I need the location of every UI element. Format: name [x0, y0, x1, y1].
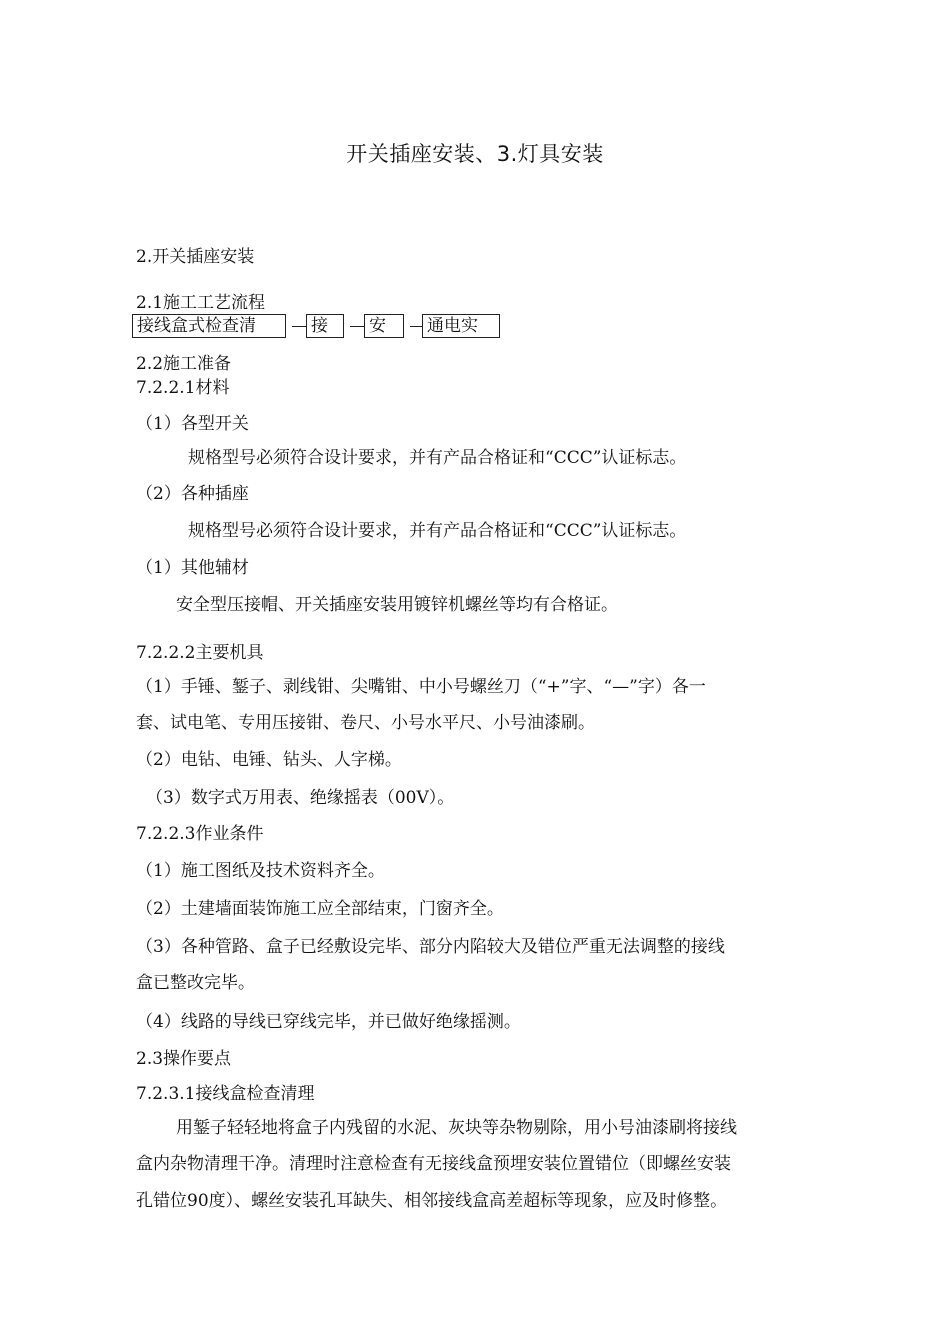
- paragraph-line: （3）各种管路、盒子已经敷设完毕、部分内陷较大及错位严重无法调整的接线: [136, 937, 725, 957]
- flow-box-1: 接线盒式检查清: [132, 314, 286, 338]
- flow-box-2: 接: [306, 314, 344, 338]
- item-title: （2）各种插座: [136, 484, 249, 504]
- paragraph-line: （1）手锤、錾子、剥线钳、尖嘴钳、中小号螺丝刀（“+”字、“—”字）各一: [136, 677, 706, 697]
- flow-box-4: 通电实: [422, 314, 500, 338]
- paragraph-line: （2）土建墙面装饰施工应全部结束，门窗齐全。: [136, 899, 504, 919]
- heading-7-2-2-1: 7.2.2.1材料: [136, 378, 230, 398]
- paragraph-line: （1）施工图纸及技术资料齐全。: [136, 861, 385, 881]
- paragraph-line: 盒内杂物清理干净。清理时注意检查有无接线盒预埋安装位置错位（即螺丝安装: [136, 1154, 731, 1174]
- paragraph-line: 套、试电笔、专用压接钳、卷尺、小号水平尺、小号油漆刷。: [136, 713, 595, 733]
- heading-section-2-1: 2.1施工工艺流程: [136, 293, 266, 313]
- item-text: 安全型压接帽、开关插座安装用镀锌机螺丝等均有合格证。: [176, 595, 618, 615]
- item-text: 规格型号必须符合设计要求，并有产品合格证和“CCC”认证标志。: [188, 448, 687, 468]
- page-title: 开关插座安装、3.灯具安装: [346, 142, 604, 166]
- flow-connector: [292, 326, 306, 327]
- heading-section-2: 2.开关插座安装: [136, 247, 255, 267]
- heading-section-2-2: 2.2施工准备: [136, 354, 232, 374]
- item-text: 规格型号必须符合设计要求，并有产品合格证和“CCC”认证标志。: [188, 521, 687, 541]
- heading-7-2-2-2: 7.2.2.2主要机具: [136, 643, 264, 663]
- heading-7-2-3-1: 7.2.3.1接线盒检查清理: [136, 1084, 315, 1104]
- paragraph-line: （4）线路的导线已穿线完毕，并已做好绝缘摇测。: [136, 1012, 521, 1032]
- flow-connector: [410, 326, 422, 327]
- paragraph-line: 用錾子轻轻地将盒子内残留的水泥、灰块等杂物剔除，用小号油漆刷将接线: [176, 1118, 737, 1138]
- paragraph-line: （2）电钻、电锤、钻头、人字梯。: [136, 750, 402, 770]
- item-title: （1）其他辅材: [136, 558, 249, 578]
- heading-section-2-3: 2.3操作要点: [136, 1049, 232, 1069]
- item-title: （1）各型开关: [136, 414, 249, 434]
- heading-7-2-2-3: 7.2.2.3作业条件: [136, 824, 264, 844]
- paragraph-line: 孔错位90度）、螺丝安装孔耳缺失、相邻接线盒高差超标等现象，应及时修整。: [136, 1191, 728, 1211]
- flow-connector: [350, 326, 364, 327]
- paragraph-line: 盒已整改完毕。: [136, 973, 255, 993]
- paragraph-line: （3）数字式万用表、绝缘摇表（00V）。: [146, 788, 455, 808]
- flow-box-3: 安: [364, 314, 404, 338]
